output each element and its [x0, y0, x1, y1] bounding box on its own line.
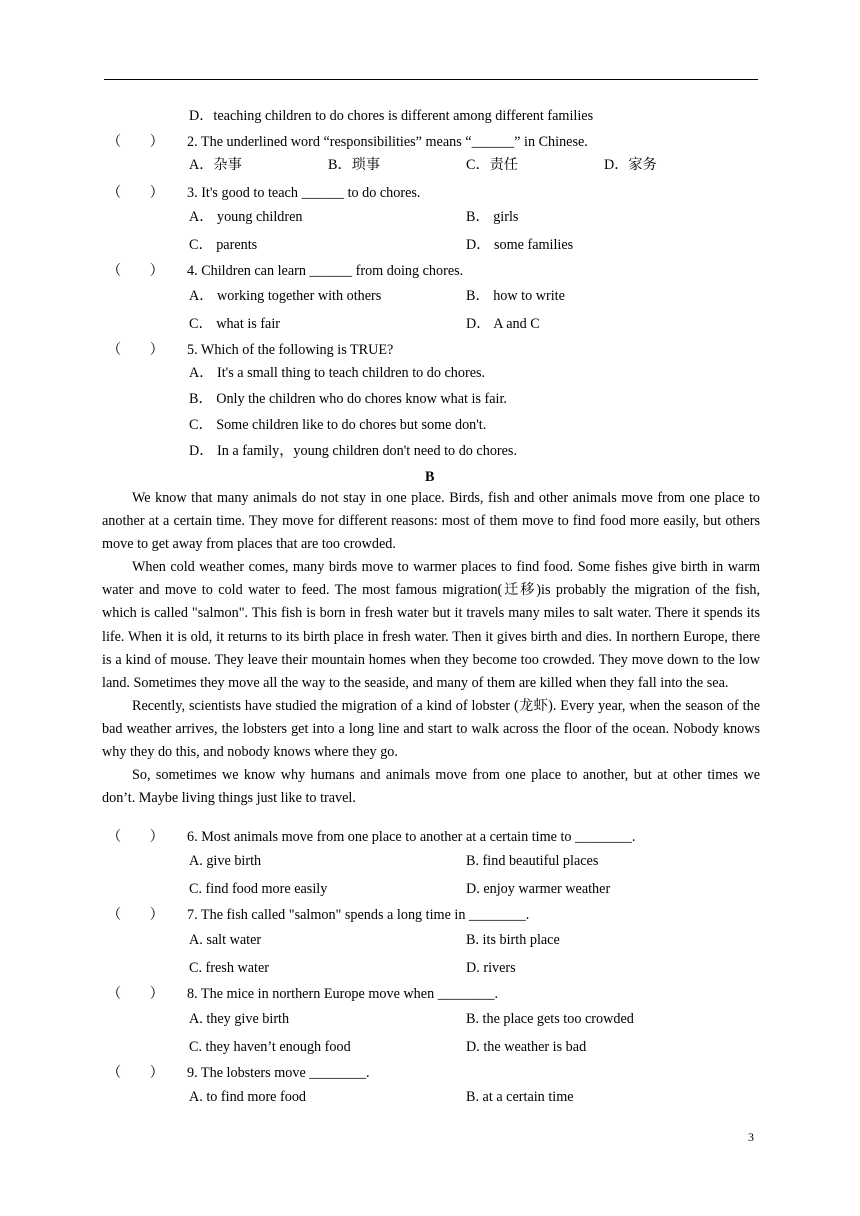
q8-option-d: D. the weather is bad: [466, 1039, 587, 1055]
q8-option-a: A. they give birth: [189, 1011, 290, 1027]
q1-option-d: D．teaching children to do chores is different among different families: [189, 108, 594, 124]
q2-option-c: C．责任: [466, 157, 519, 173]
q4-paren: （ ）: [107, 263, 164, 279]
q9-paren: （ ）: [107, 1065, 164, 1081]
passage-paragraph: Recently, scientists have studied the migration of a kind of lobster (龙虾). Every year, when the season of the bad weather arrives, the lobsters get into a long line and start to walk across the floor of the ocean. Nobody knows why they do this, and nobody knows where they go.: [102, 697, 760, 761]
q6-option-c: C. find food more easily: [189, 881, 328, 897]
q6-option-b: B. find beautiful places: [466, 853, 599, 869]
q2-stem: 2. The underlined word “responsibilities” means “______” in Chinese.: [187, 134, 588, 150]
q6-option-a: A. give birth: [189, 853, 262, 869]
page-number: 3: [748, 1130, 754, 1144]
q8-option-c: C. they haven’t enough food: [189, 1039, 351, 1055]
q5-option-c: C． Some children like to do chores but some don't.: [189, 417, 487, 433]
q9-option-a: A. to find more food: [189, 1089, 307, 1105]
q3-option-d: D． some families: [466, 237, 574, 253]
q8-stem: 8. The mice in northern Europe move when ________.: [187, 986, 499, 1002]
q4-option-d: D． A and C: [466, 316, 540, 332]
q5-stem: 5. Which of the following is TRUE?: [187, 342, 394, 358]
q2-option-b: B．琐事: [328, 157, 381, 173]
q3-option-a: A． young children: [189, 209, 303, 225]
q7-option-a: A. salt water: [189, 932, 262, 948]
passage-paragraph: So, sometimes we know why humans and animals move from one place to another, but at other times we don’t. Maybe living things just like to travel.: [102, 767, 760, 807]
q7-option-b: B. its birth place: [466, 932, 560, 948]
section-b-passage: [102, 487, 760, 810]
q7-option-c: C. fresh water: [189, 960, 269, 976]
q8-paren: （ ）: [107, 986, 164, 1002]
q7-stem: 7. The fish called "salmon" spends a long time in ________.: [187, 907, 530, 923]
q6-paren: （ ）: [107, 829, 164, 845]
q4-option-c: C． what is fair: [189, 316, 281, 332]
section-b-title: B: [425, 469, 435, 485]
q3-stem: 3. It's good to teach ______ to do chores.: [187, 185, 421, 201]
q7-paren: （ ）: [107, 907, 164, 923]
q3-option-b: B． girls: [466, 209, 519, 225]
q7-option-d: D. rivers: [466, 960, 516, 976]
q5-option-b: B． Only the children who do chores know what is fair.: [189, 391, 507, 407]
q5-paren: （ ）: [107, 342, 164, 358]
q6-option-d: D. enjoy warmer weather: [466, 881, 611, 897]
q3-option-c: C． parents: [189, 237, 258, 253]
q4-option-a: A． working together with others: [189, 288, 382, 304]
passage-paragraph: We know that many animals do not stay in one place. Birds, fish and other animals move from one place to another at a certain time. They move for different reasons: most of them move to find food more easily, but others move to get away from places that are too crowded.: [102, 490, 760, 553]
q9-stem: 9. The lobsters move ________.: [187, 1065, 370, 1081]
q3-paren: （ ）: [107, 185, 164, 201]
q5-option-d: D． In a family，young children don't need to do chores.: [189, 443, 518, 459]
q2-option-a: A．杂事: [189, 157, 242, 173]
q6-stem: 6. Most animals move from one place to another at a certain time to ________.: [187, 829, 636, 845]
q5-option-a: A． It's a small thing to teach children to do chores.: [189, 365, 486, 381]
header-rule: [104, 79, 758, 80]
q4-stem: 4. Children can learn ______ from doing chores.: [187, 263, 464, 279]
passage-paragraph: When cold weather comes, many birds move to warmer places to find food. Some fishes give birth in warm water and move to cold water to feed. The most famous migration(迁移)is probably the migration of the fish, which is called "salmon". This fish is born in fresh water but it travels many miles to salt water. There it spends its life. When it is old, it returns to its birth place in fresh water. Then it gives birth and dies. In northern Europe, there is a kind of mouse. They leave their mountain homes when they become too crowded. They move down to the low land. Sometimes they move all the way to the seaside, and many of them are killed when they fall into the sea.: [102, 559, 760, 691]
q4-option-b: B． how to write: [466, 288, 565, 304]
q8-option-b: B. the place gets too crowded: [466, 1011, 634, 1027]
q2-paren: （ ）: [107, 134, 164, 150]
q2-option-d: D．家务: [604, 157, 657, 173]
q9-option-b: B. at a certain time: [466, 1089, 574, 1105]
